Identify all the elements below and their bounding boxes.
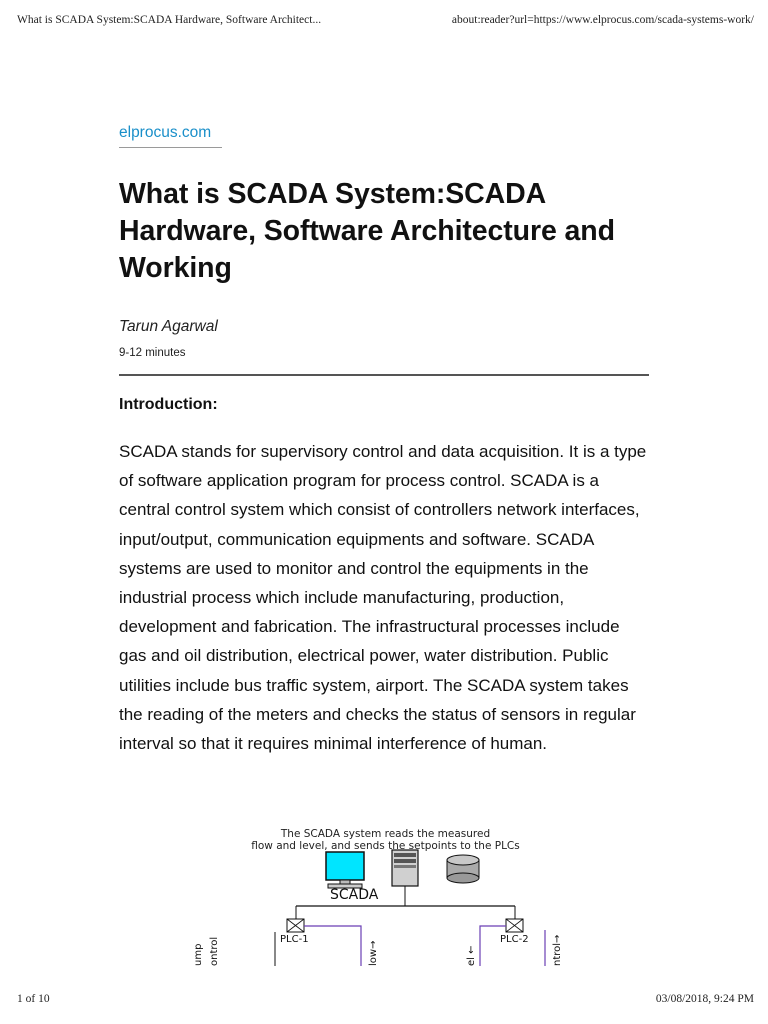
caption-line-1: The SCADA system reads the measured	[280, 828, 491, 840]
print-url: about:reader?url=https://www.elprocus.com/scada-systems-work/	[451, 14, 754, 26]
plc2-icon	[506, 919, 523, 932]
plc1-connection	[304, 926, 361, 966]
print-header	[17, 14, 754, 30]
level-vertical-label: el ←	[466, 945, 477, 966]
print-footer	[17, 993, 754, 1009]
reader-article	[119, 124, 649, 758]
scada-label: SCADA	[330, 887, 379, 903]
server-icon	[392, 850, 418, 886]
print-page-title: What is SCADA System:SCADA Hardware, Software Architect...	[17, 14, 322, 26]
flow-vertical-label: low→	[368, 940, 379, 966]
source-domain-link[interactable]: elprocus.com	[119, 124, 222, 148]
control-vertical-label: ontrol	[209, 936, 220, 966]
header-divider	[119, 374, 649, 376]
plc2-connection	[480, 926, 506, 966]
plc2-label: PLC-2	[500, 934, 529, 945]
print-datetime: 03/08/2018, 9:24 PM	[655, 993, 754, 1005]
database-icon	[447, 855, 479, 883]
read-time: 9-12 minutes	[119, 347, 186, 359]
scada-diagram	[188, 826, 583, 966]
article-title: What is SCADA System:SCADA Hardware, Software Architecture and Working	[119, 178, 615, 284]
caption-line-2: flow and level, and sends the setpoints to the PLCs	[251, 840, 520, 852]
monitor-icon	[326, 852, 364, 888]
plc1-icon	[287, 919, 304, 932]
section-heading: Introduction:	[119, 396, 218, 413]
diagram-caption	[188, 828, 583, 852]
monitor-screen	[326, 852, 364, 880]
article-author: Tarun Agarwal	[119, 318, 218, 335]
control2-vertical-label: ntrol→	[552, 934, 563, 966]
page-number: 1 of 10	[17, 993, 50, 1005]
plc1-label: PLC-1	[280, 934, 309, 945]
intro-paragraph: SCADA stands for supervisory control and data acquisition. It is a type of software application program for process control. SCADA is a central control system which consist of controllers network interfaces, input/output, communication equipments and software. SCADA systems are used to monitor and control the equipments in the industrial process which include manufacturing, production, development and fabrication. The infrastructural processes include gas and oil distribution, electrical power, water distribution. Public utilities include bus traffic system, airport. The SCADA system takes the reading of the meters and checks the status of sensors in regular interval so that it requires minimal interference of human.	[119, 442, 647, 754]
pump-vertical-label: ump	[193, 943, 204, 966]
